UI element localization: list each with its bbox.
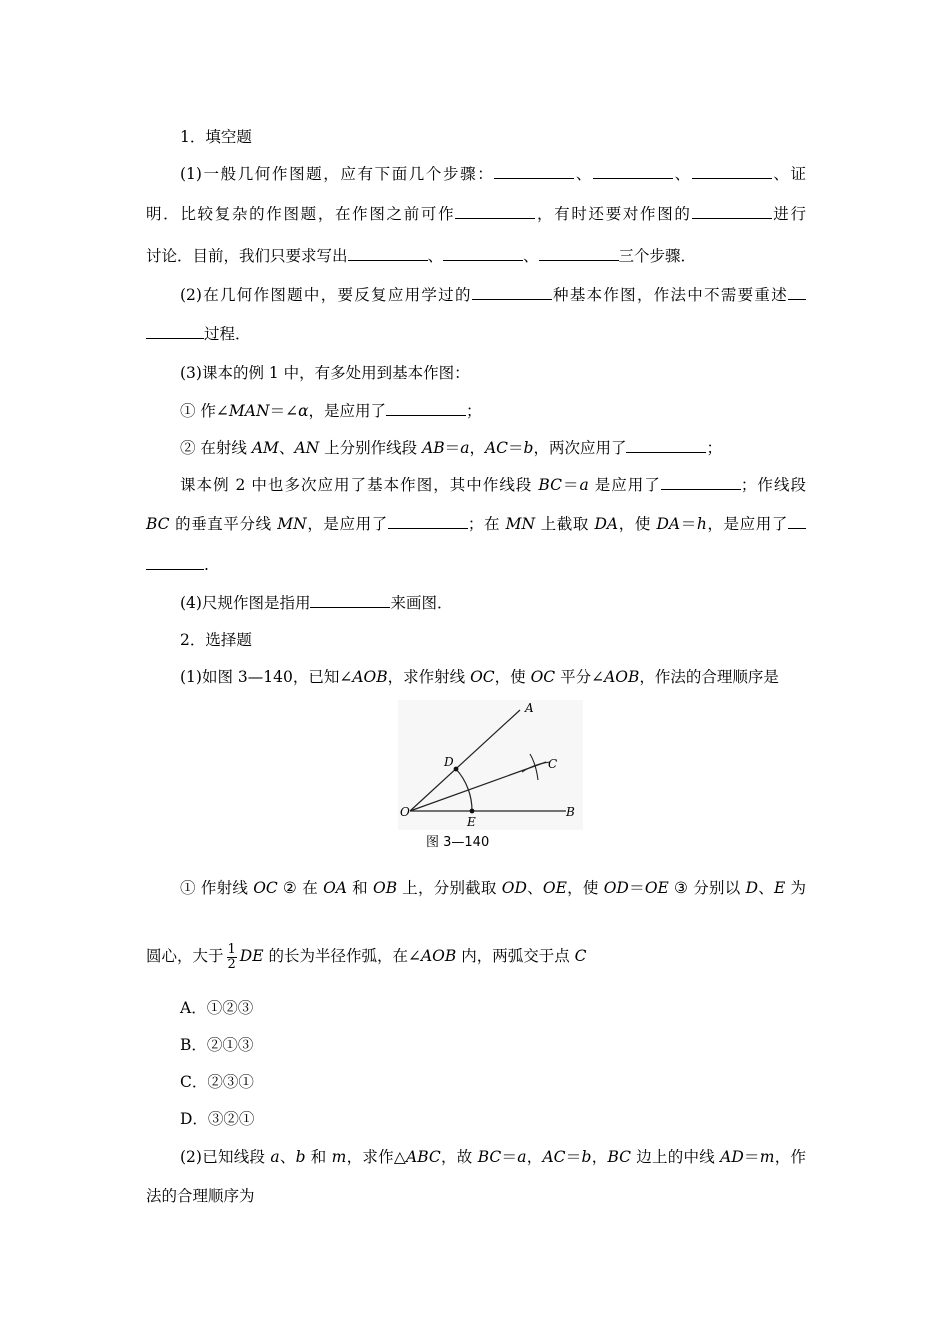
mc2-line2: 法的合理顺序为: [146, 1187, 255, 1205]
q3-example2-line1: 课本例 2 中也多次应用了基本作图，其中作线段 BC＝a 是应用了 ；作线段: [180, 473, 806, 497]
q1-line2: 明．比较复杂的作图题，在作图之前可作 ，有时还要对作图的 进行: [146, 202, 806, 226]
section-heading-multiple-choice: 2．选择题: [180, 631, 252, 649]
label-a: A: [525, 701, 534, 715]
q3-example2-line2: BC 的垂直平分线 MN，是应用了 ；在 MN 上截取 DA，使 DA＝h，是应用了: [146, 512, 806, 536]
label-o: O: [400, 805, 410, 819]
angle-bisector-diagram: [398, 700, 583, 852]
q3-item1: ① 作∠MAN＝∠α，是应用了 ；: [180, 399, 806, 423]
section-heading-fill-blank: 1．填空题: [180, 128, 252, 146]
point-d: [454, 767, 459, 772]
mc1-question: (1)如图 3—140，已知∠AOB，求作射线 OC，使 OC 平分∠AOB，作法的合理顺序是: [180, 668, 779, 686]
option-c: C．②③①: [180, 1073, 254, 1091]
fraction-one-half: $\frac{1}{2}$: [227, 941, 236, 972]
q1-line1: (1)一般几何作图题，应有下面几个步骤： 、 、 、证: [180, 162, 806, 186]
q3-item2: ② 在射线 AM、AN 上分别作线段 AB＝a，AC＝b，两次应用了 ；: [180, 436, 806, 460]
point-e: [470, 809, 475, 814]
label-e: E: [467, 815, 476, 829]
mc2-line1: (2)已知线段 a、b 和 m，求作△ABC，故 BC＝a，AC＝b，BC 边上的中线 AD＝m，作: [180, 1148, 806, 1166]
option-b: B．②①③: [180, 1036, 254, 1054]
figure-caption: 图 3—140: [426, 835, 490, 850]
label-c: C: [548, 757, 558, 771]
q3-intro: (3)课本的例 1 中，有多处用到基本作图：: [180, 364, 470, 382]
q2-line2: 过程．: [146, 322, 806, 346]
q1-line3: 讨论．目前，我们只要求写出 、 、 三个步骤．: [146, 244, 806, 268]
mc1-steps-line2: 圆心，大于 $\frac{1}{2}$ DE 的长为半径作弧，在∠AOB 内，两弧交于点 C: [146, 941, 587, 972]
q2-line1: (2)在几何作图题中，要反复应用学过的 种基本作图，作法中不需要重述: [180, 283, 806, 307]
q4-line: (4)尺规作图是指用 来画图．: [180, 591, 806, 615]
figure-3-140: [398, 700, 583, 856]
label-b: B: [566, 805, 575, 819]
mc1-steps-line1: ① 作射线 OC ② 在 OA 和 OB 上，分别截取 OD、OE，使 OD＝OE ③ 分别以 D、E 为: [180, 879, 806, 897]
option-a: A．①②③: [180, 999, 254, 1017]
q3-example2-line3: .: [146, 553, 806, 577]
label-d: D: [444, 755, 454, 769]
option-d: D．③②①: [180, 1110, 255, 1128]
